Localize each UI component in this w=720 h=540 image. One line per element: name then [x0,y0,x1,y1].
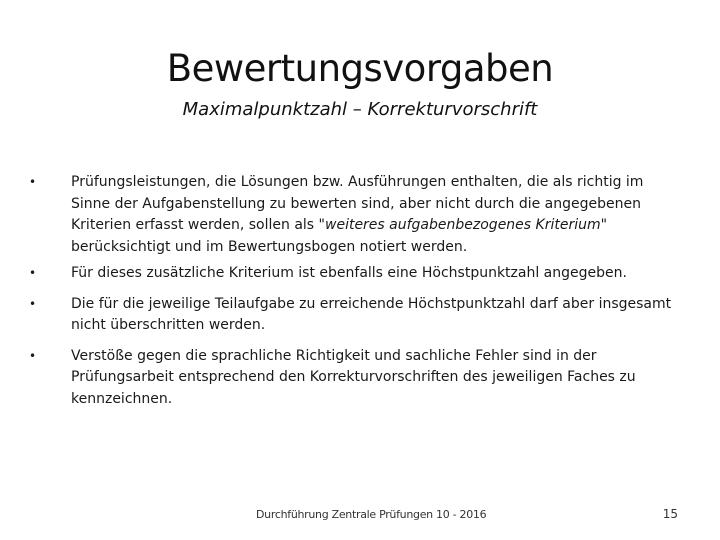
bullet-emphasis: weiteres aufgabenbezogenes Kriterium [325,217,601,233]
bullet-text: Die für die jeweilige Teilaufgabe zu erreichende Höchstpunktzahl darf aber insgesamt nicht überschritten werden. [71,295,672,333]
bullet-text-end: " berücksichtigt und im Bewertungsbogen notiert werden. [71,217,608,255]
bullet-item-additional-criterion [0,172,675,258]
slide-subtitle: Maximalpunktzahl – Korrekturvorschrift [182,99,538,120]
footer-text: Durchführung Zentrale Prüfungen 10 - 2016 [256,508,487,521]
bullet-marker: • [29,348,37,363]
bullet-marker: • [29,175,37,189]
bullet-item-limit [0,294,675,337]
bullet-item-errors [0,346,675,411]
bullet-list [0,172,720,410]
slide-title: Bewertungsvorgaben [166,47,554,90]
bullet-text: Verstöße gegen die sprachliche Richtigkeit und sachliche Fehler sind in der Prüfungsarbeit entsprechend den Korrekturvorschriften des jeweiligen Faches zu kennzeichnen. [71,347,636,407]
bullet-text: Für dieses zusätzliche Kriterium ist ebenfalls eine Höchstpunktzahl angegeben. [71,265,627,281]
bullet-item-max-points [0,263,675,285]
bullet-text: Prüfungsleistungen, die Lösungen bzw. Ausführungen enthalten, die als richtig im Sinne der Aufgabenstellung zu bewerten sind, aber nicht durch die angegebenen Kriterien erfasst werden, sollen als " [71,174,644,233]
page-number: 15 [662,507,678,521]
bullet-marker: • [29,296,37,311]
bullet-marker: • [29,266,37,280]
